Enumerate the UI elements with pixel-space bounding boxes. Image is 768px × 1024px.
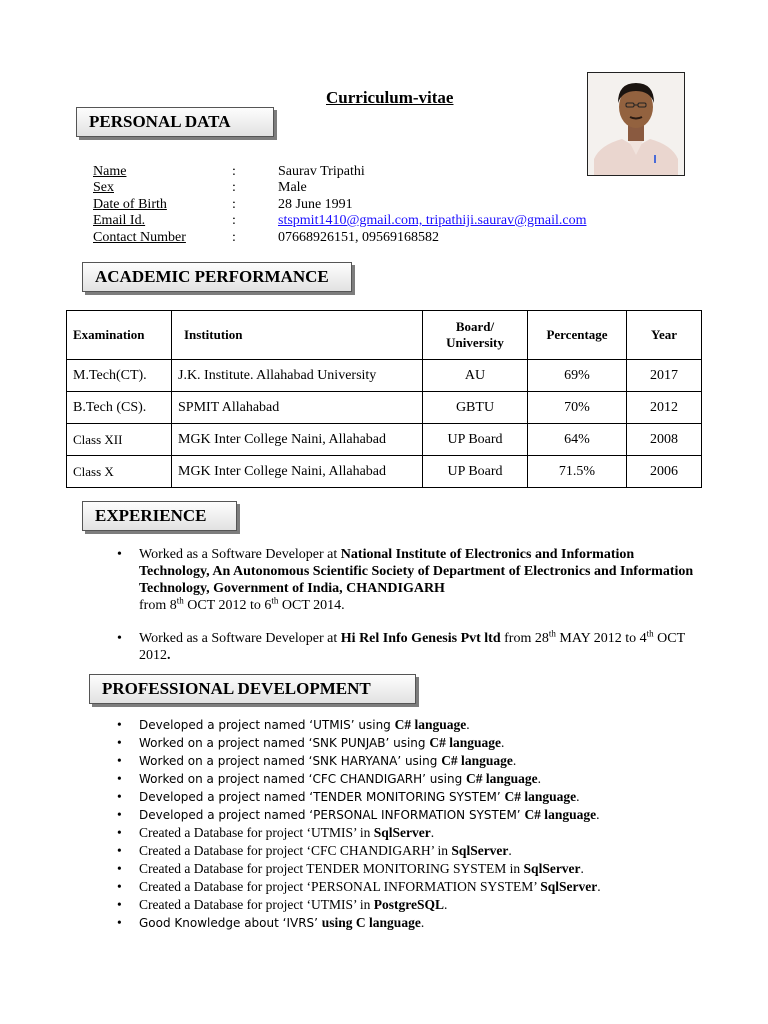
list-item: [139, 896, 601, 914]
item-tail: .: [580, 861, 584, 876]
table-cell: J.K. Institute. Allahabad University: [172, 360, 423, 392]
column-header: Institution: [172, 311, 423, 360]
item-text: Created a Database for project TENDER MONITORING SYSTEM in: [139, 861, 524, 876]
experience-list: [139, 546, 699, 680]
item-text: Worked on a project named ‘CFC CHANDIGARH’ using: [139, 772, 467, 786]
personal-value: 28 June 1991: [278, 197, 353, 212]
item-tail: .: [512, 753, 517, 768]
table-cell: Class X: [67, 456, 172, 488]
item-bold: SqlServer: [451, 843, 509, 858]
email-link[interactable]: stspmit1410@gmail.com, tripathiji.saurav@gmail.com: [278, 213, 587, 228]
personal-value: Male: [278, 180, 307, 195]
column-header: Percentage: [528, 311, 627, 360]
list-item: [139, 734, 601, 752]
ordinal-suffix: th: [646, 628, 654, 639]
ordinal-suffix: th: [176, 595, 184, 606]
experience-period: .: [167, 648, 171, 663]
personal-label: Sex: [93, 180, 114, 195]
personal-colon: :: [232, 213, 236, 228]
item-bold: C# language: [466, 771, 538, 786]
table-cell: 69%: [528, 360, 627, 392]
section-heading-personal: PERSONAL DATA: [76, 107, 274, 137]
item-bold: SqlServer: [540, 879, 598, 894]
profile-photo: [587, 72, 685, 176]
item-tail: .: [537, 771, 542, 786]
item-tail: .: [508, 843, 512, 858]
table-header-row: [67, 311, 702, 360]
column-header: Year: [627, 311, 702, 360]
table-cell: M.Tech(CT).: [67, 360, 172, 392]
personal-colon: :: [232, 230, 236, 245]
table-cell: MGK Inter College Naini, Allahabad: [172, 456, 423, 488]
experience-text: from 8: [139, 598, 177, 613]
personal-value: Saurav Tripathi: [278, 164, 365, 179]
item-tail: .: [596, 807, 600, 822]
table-cell: 71.5%: [528, 456, 627, 488]
list-item: [139, 824, 601, 842]
table-cell: 70%: [528, 392, 627, 424]
list-item: [139, 546, 699, 614]
table-row: [67, 360, 702, 392]
personal-label: Contact Number: [93, 230, 186, 245]
experience-text: OCT 2012: [139, 631, 685, 663]
table-cell: 2006: [627, 456, 702, 488]
table-cell: GBTU: [423, 392, 528, 424]
item-tail: .: [500, 735, 505, 750]
item-bold: C# language: [394, 717, 467, 732]
table-cell: B.Tech (CS).: [67, 392, 172, 424]
table-cell: 2017: [627, 360, 702, 392]
item-bold: C# language: [441, 753, 513, 768]
list-item: [139, 630, 699, 664]
column-header: Board/ University: [423, 311, 528, 360]
item-bold: using C language: [321, 915, 421, 930]
item-bold: C# language: [504, 789, 577, 804]
item-tail: .: [466, 717, 470, 732]
item-bold: C# language: [524, 807, 597, 822]
item-tail: .: [576, 789, 580, 804]
item-text: Worked on a project named ‘SNK HARYANA’ using: [139, 754, 442, 768]
experience-text: Worked as a Software Developer at: [139, 547, 341, 562]
list-item: [139, 842, 601, 860]
experience-text: from 28: [500, 631, 549, 646]
ordinal-suffix: th: [548, 628, 556, 639]
experience-org: Hi Rel Info Genesis Pvt ltd: [340, 631, 501, 646]
professional-list: [139, 716, 601, 932]
table-cell: 2012: [627, 392, 702, 424]
section-heading-professional: PROFESSIONAL DEVELOPMENT: [89, 674, 416, 704]
item-bold: C# language: [429, 735, 501, 750]
section-heading-experience: EXPERIENCE: [82, 501, 237, 531]
personal-colon: :: [232, 197, 236, 212]
table-row: [67, 456, 702, 488]
item-text: Created a Database for project ‘CFC CHANDIGARH’ in: [139, 843, 452, 858]
list-item: [139, 860, 601, 878]
item-text: Good Knowledge about ‘IVRS’: [139, 916, 322, 930]
item-text: Created a Database for project ‘UTMIS’ in: [139, 897, 374, 912]
table-cell: SPMIT Allahabad: [172, 392, 423, 424]
table-cell: UP Board: [423, 456, 528, 488]
personal-label: Name: [93, 164, 127, 179]
item-text: Developed a project named ‘TENDER MONITORING SYSTEM’: [139, 790, 505, 804]
table-cell: MGK Inter College Naini, Allahabad: [172, 424, 423, 456]
item-text: Worked on a project named ‘SNK PUNJAB’ using: [139, 736, 430, 750]
personal-colon: :: [232, 180, 236, 195]
ordinal-suffix: th: [271, 595, 279, 606]
item-tail: .: [430, 825, 435, 840]
table-cell: Class XII: [67, 424, 172, 456]
list-item: [139, 806, 601, 824]
academic-table: [66, 310, 702, 488]
table-row: [67, 392, 702, 424]
list-item: [139, 914, 601, 932]
item-text: Created a Database for project ‘PERSONAL INFORMATION SYSTEM’: [139, 879, 541, 894]
item-tail: .: [420, 915, 425, 930]
personal-value: 07668926151, 09569168582: [278, 230, 439, 245]
experience-text: OCT 2014.: [278, 598, 345, 613]
table-cell: UP Board: [423, 424, 528, 456]
personal-colon: :: [232, 164, 236, 179]
item-text: Created a Database for project ‘UTMIS’ in: [139, 825, 374, 840]
table-cell: AU: [423, 360, 528, 392]
table-row: [67, 424, 702, 456]
section-heading-academic: ACADEMIC PERFORMANCE: [82, 262, 352, 292]
item-tail: .: [597, 879, 601, 894]
list-item: [139, 716, 601, 734]
item-text: Developed a project named ‘PERSONAL INFORMATION SYSTEM’: [139, 808, 525, 822]
personal-label: Date of Birth: [93, 197, 167, 212]
item-bold: SqlServer: [373, 825, 431, 840]
experience-text: MAY 2012 to 4: [555, 631, 647, 646]
page-title: Curriculum-vitae: [326, 88, 454, 107]
personal-label: Email Id.: [93, 213, 146, 228]
table-cell: 2008: [627, 424, 702, 456]
item-text: Developed a project named ‘UTMIS’ using: [139, 718, 395, 732]
item-bold: PostgreSQL: [373, 897, 445, 912]
item-bold: SqlServer: [523, 861, 581, 876]
experience-text: Worked as a Software Developer at: [139, 631, 341, 646]
item-tail: .: [444, 897, 448, 912]
table-cell: 64%: [528, 424, 627, 456]
experience-org: National Institute of Electronics and Information Technology, An Autonomous Scientific Society of Department of Electronics and Information Technology, Government of India, CHANDIGARH: [139, 547, 694, 596]
column-header: Examination: [67, 311, 172, 360]
list-item: [139, 788, 601, 806]
list-item: [139, 752, 601, 770]
experience-text: OCT 2012 to 6: [183, 598, 272, 613]
profile-photo-image: [588, 73, 684, 175]
list-item: [139, 878, 601, 896]
list-item: [139, 770, 601, 788]
